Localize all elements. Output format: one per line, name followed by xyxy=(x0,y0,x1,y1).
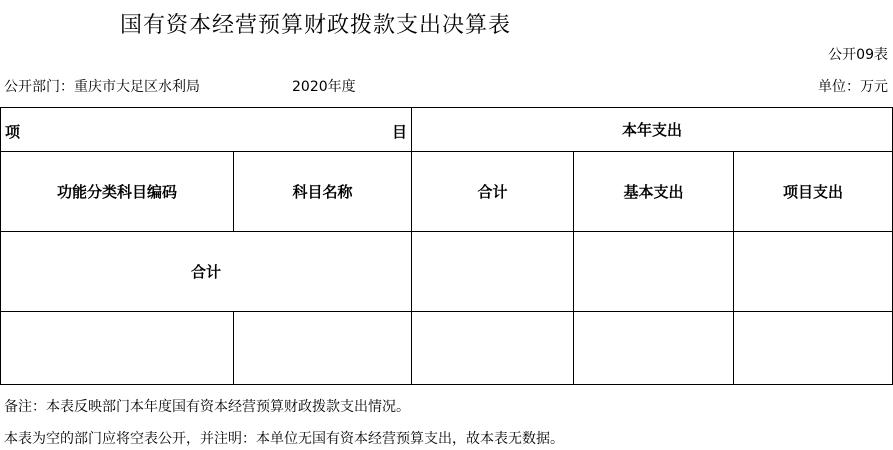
total-row-basic xyxy=(574,232,734,312)
table-row xyxy=(1,312,893,385)
col-name-header: 科目名称 xyxy=(234,152,412,232)
col-basic-header: 基本支出 xyxy=(574,152,734,232)
total-row-total xyxy=(412,232,574,312)
total-row-label: 合计 xyxy=(1,232,412,312)
note-empty-table: 本表为空的部门应将空表公开，并注明：本单位无国有资本经营预算支出，故本表无数据。 xyxy=(4,431,564,447)
col-project-header: 项目支出 xyxy=(734,152,893,232)
col-total-header: 合计 xyxy=(412,152,574,232)
header-item-left: 项 xyxy=(5,122,21,141)
header-current-year: 本年支出 xyxy=(412,108,893,152)
header-item-cell xyxy=(1,108,412,152)
header-item-right: 目 xyxy=(391,122,407,141)
fiscal-year: 2020年度 xyxy=(292,79,356,95)
empty-project-cell xyxy=(734,312,893,385)
department-label: 公开部门：重庆市大足区水利局 xyxy=(4,79,200,95)
unit-label: 单位：万元 xyxy=(818,79,888,95)
empty-basic-cell xyxy=(574,312,734,385)
col-code-header: 功能分类科目编码 xyxy=(1,152,234,232)
total-row xyxy=(1,232,893,312)
empty-total-cell xyxy=(412,312,574,385)
form-number: 公开09表 xyxy=(828,47,888,63)
total-row-project xyxy=(734,232,893,312)
note-remark: 备注：本表反映部门本年度国有资本经营预算财政拨款支出情况。 xyxy=(4,399,410,415)
expenditure-table xyxy=(0,107,893,385)
report-title: 国有资本经营预算财政拨款支出决算表 xyxy=(120,13,512,38)
empty-name-cell xyxy=(234,312,412,385)
empty-code-cell xyxy=(1,312,234,385)
